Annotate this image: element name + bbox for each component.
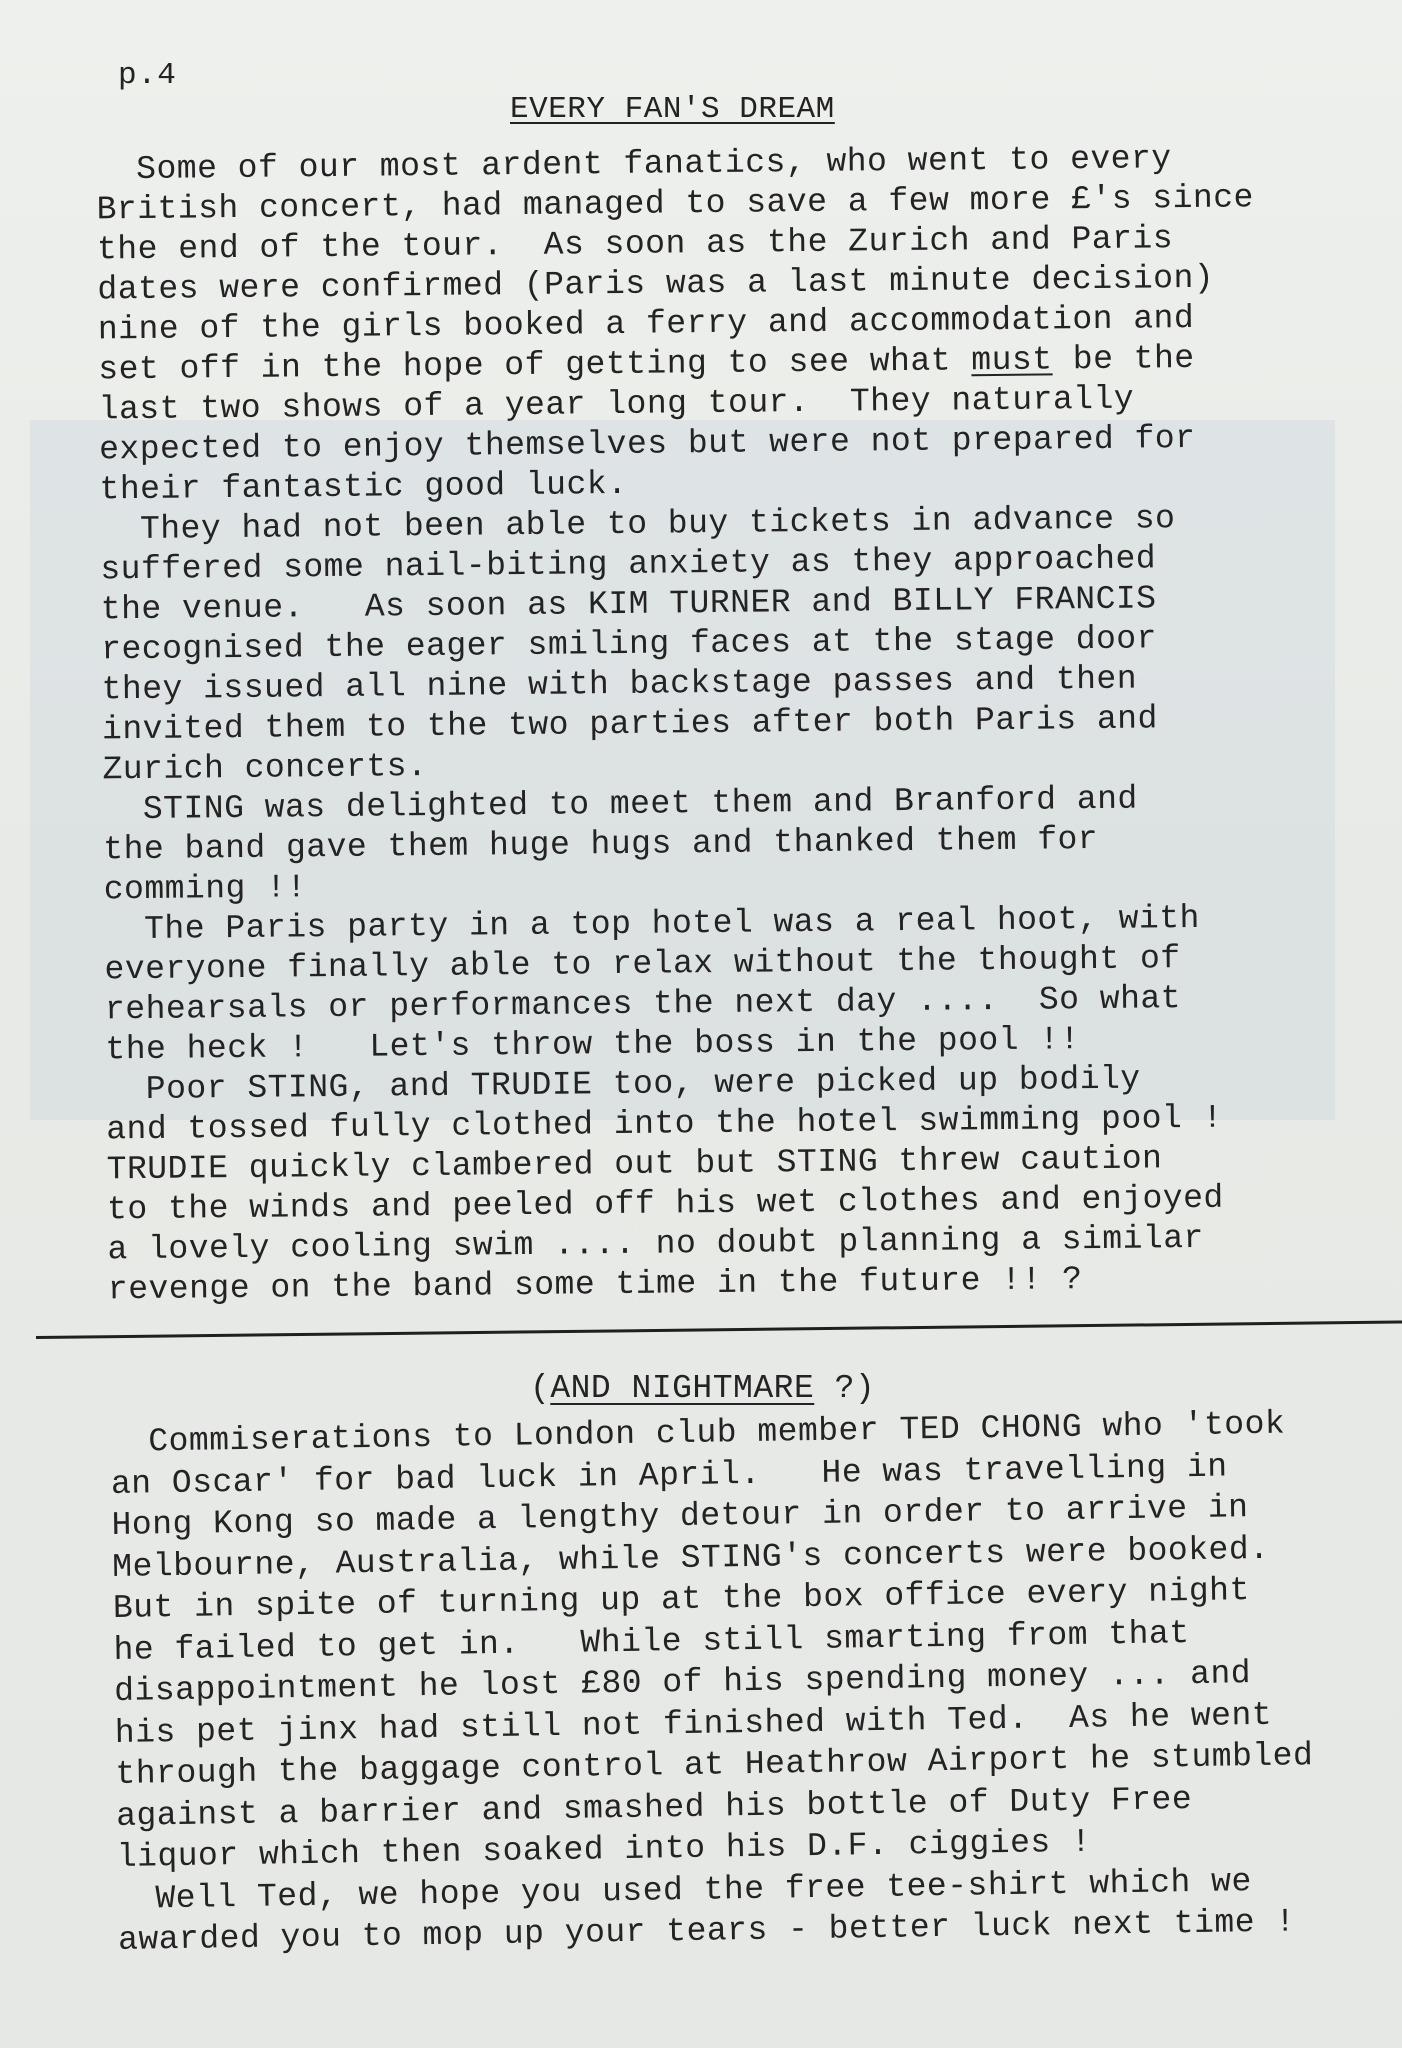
text-line: But in spite of turning up at the box office every night [112, 1572, 1251, 1627]
text-line: a lovely cooling swim .... no doubt planning a similar [107, 1219, 1205, 1269]
text-line: their fantastic good luck. [99, 465, 628, 509]
text-line: his pet jinx had still not finished with Ted. As he went [114, 1696, 1273, 1752]
article-body-fans-dream [96, 138, 1328, 1310]
text-line: British concert, had managed to save a few more £'s since [96, 179, 1255, 229]
text-line: STING was delighted to meet them and Branford and [142, 780, 1138, 828]
text-line: recognised the eager smiling faces at the stage door [101, 620, 1158, 669]
text-line: comming !! [103, 869, 307, 909]
text-line: the venue. As soon as KIM TURNER and BILLY FRANCIS [100, 580, 1157, 629]
text-line: the band gave them huge hugs and thanked them for [103, 820, 1099, 869]
text-line: through the baggage control at Heathrow Airport he stumbled [115, 1737, 1314, 1793]
section-divider [36, 1320, 1402, 1339]
text-line: an Oscar' for bad luck in April. He was travelling in [110, 1447, 1228, 1503]
text-line: invited them to the two parties after both Paris and [101, 700, 1158, 749]
title-text: AND NIGHTMARE [550, 1370, 815, 1407]
text-line: last two shows of a year long tour. They naturally [98, 380, 1135, 429]
text-line: to the winds and peeled off his wet clothes and enjoyed [106, 1179, 1224, 1229]
text-line: rehearsals or performances the next day .... So what [104, 980, 1182, 1029]
text-line: They had not been able to buy tickets in advance so [139, 500, 1176, 548]
text-line: expected to enjoy themselves but were not prepared for [98, 419, 1196, 469]
text-line: Hong Kong so made a lengthy detour in order to arrive in [111, 1489, 1249, 1544]
article-title-nightmare [530, 1370, 875, 1407]
text-line: Commiserations to London club member TED CHONG who 'took [148, 1405, 1286, 1461]
text-line: the end of the tour. As soon as the Zurich and Paris [96, 220, 1174, 269]
text-line: Well Ted, we hope you used the free tee-shirt which we [155, 1862, 1253, 1917]
text-line: Poor STING, and TRUDIE too, were picked up bodily [145, 1060, 1141, 1108]
emphasis-must: must [971, 341, 1053, 380]
article-body-nightmare [110, 1403, 1358, 1962]
page-number: p.4 [118, 58, 177, 93]
text-line: the heck ! Let's throw the boss in the pool !! [105, 1021, 1081, 1069]
text-line: Melbourne, Australia, while STING's concerts were booked. [111, 1530, 1270, 1586]
text-line: and tossed fully clothed into the hotel swimming pool ! [106, 1099, 1224, 1149]
text-segment: be the [1052, 339, 1195, 379]
text-line: he failed to get in. While still smarting from that [113, 1614, 1190, 1669]
text-line: Zurich concerts. [102, 747, 428, 789]
article-title-fans-dream: EVERY FAN'S DREAM [510, 92, 835, 127]
text-line: dates were confirmed (Paris was a last minute decision) [97, 259, 1215, 309]
text-line: The Paris party in a top hotel was a real hoot, with [143, 899, 1201, 948]
text-line: awarded you to mop up your tears - better luck next time ! [117, 1903, 1296, 1959]
text-line: TRUDIE quickly clambered out but STING threw caution [106, 1140, 1163, 1189]
title-paren-close: ?) [814, 1370, 876, 1407]
text-segment: set off in the hope of getting to see what [98, 342, 972, 389]
text-line: everyone finally able to relax without the thought of [104, 940, 1181, 989]
text-line: suffered some nail-biting anxiety as they approached [100, 540, 1157, 589]
text-line: Some of our most ardent fanatics, who went to every [136, 140, 1172, 188]
text-line: revenge on the band some time in the future !! ? [107, 1261, 1083, 1309]
text-line: liquor which then soaked into his D.F. ciggies ! [116, 1823, 1092, 1876]
title-paren-open: ( [530, 1370, 551, 1407]
text-line: nine of the girls booked a ferry and accommodation and [97, 299, 1195, 349]
text-line: they issued all nine with backstage passes and then [101, 660, 1138, 709]
text-line: against a barrier and smashed his bottle of Duty Free [115, 1780, 1193, 1835]
text-line: disappointment he lost £80 of his spending money ... and [113, 1655, 1252, 1710]
